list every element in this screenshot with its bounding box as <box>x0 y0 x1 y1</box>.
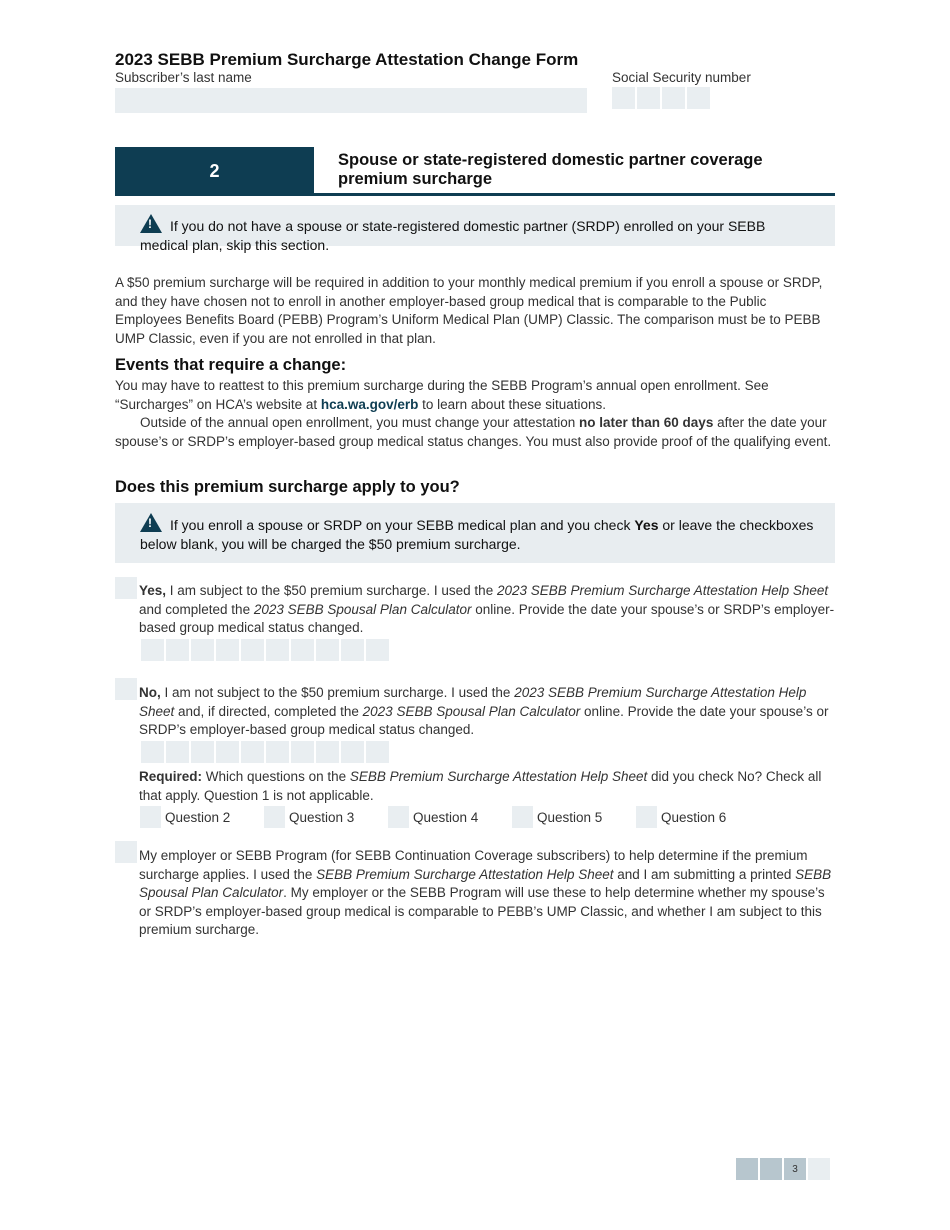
ssn-box[interactable] <box>637 87 660 109</box>
apply-heading: Does this premium surcharge apply to you? <box>115 478 460 496</box>
date-box[interactable] <box>341 741 364 763</box>
ssn-label: Social Security number <box>612 70 751 85</box>
option-text: and I am submitting a printed <box>613 866 796 882</box>
date-box[interactable] <box>166 639 189 661</box>
date-box[interactable] <box>241 639 264 661</box>
ssn-box[interactable] <box>662 87 685 109</box>
date-box[interactable] <box>316 639 339 661</box>
option-text: 2023 SEBB Spousal Plan Calculator <box>253 601 472 617</box>
events-text: to learn about these situations. <box>418 396 607 412</box>
option-text: I am subject to the $50 premium surcharge. I used the <box>166 583 497 598</box>
ssn-box[interactable] <box>687 87 710 109</box>
question-2-option[interactable] <box>140 806 264 828</box>
question-4-option[interactable] <box>388 806 512 828</box>
question-2-label: Question 2 <box>165 809 231 825</box>
employer-option-text <box>139 847 835 940</box>
option-text: My employer or SEBB Program (for SEBB Continuation Coverage subscribers) to help determine if the premium surcharge applies. I used the <box>139 848 808 882</box>
question-checkboxes <box>140 806 760 828</box>
ssn-input[interactable] <box>612 87 710 109</box>
option-text: SEBB Premium Surcharge Attestation Help Sheet <box>316 866 614 882</box>
warning-icon <box>140 214 162 233</box>
question-6-option[interactable] <box>636 806 760 828</box>
required-desc: did you check No? Check all that apply. Question 1 is not applicable. <box>139 769 822 803</box>
hca-link[interactable]: hca.wa.gov/erb <box>320 396 419 412</box>
date-box[interactable] <box>291 741 314 763</box>
option-text: SEBB Spousal Plan Calculator <box>139 866 832 901</box>
required-label: Required: <box>139 769 203 784</box>
date-box[interactable] <box>366 741 389 763</box>
date-box[interactable] <box>141 741 164 763</box>
page-indicator <box>736 1158 830 1180</box>
page-box <box>736 1158 758 1180</box>
date-box[interactable] <box>216 741 239 763</box>
yes-checkbox[interactable] <box>115 577 137 599</box>
yes-date-input[interactable] <box>141 639 389 661</box>
surcharge-notice <box>115 503 835 563</box>
date-box[interactable] <box>366 639 389 661</box>
date-box[interactable] <box>266 639 289 661</box>
question-5-label: Question 5 <box>537 809 603 825</box>
question-3-checkbox[interactable] <box>264 806 285 828</box>
section-title: Spouse or state-registered domestic partner coverage premium surcharge <box>338 151 763 188</box>
deadline-text: no later than 60 days <box>579 415 714 430</box>
option-text: 2023 SEBB Premium Surcharge Attestation Help Sheet <box>139 685 807 719</box>
option-text: and completed the <box>139 601 254 617</box>
option-text: . My employer or the SEBB Program will use these to help determine whether my spouse’s or SRDP’s employer-based group medical is comparable to PEBB’s UMP Classic, and whether I am subject to this premium surcharge. <box>139 885 825 938</box>
warning-icon <box>140 513 162 532</box>
question-5-option[interactable] <box>512 806 636 828</box>
question-6-label: Question 6 <box>661 809 727 825</box>
skip-notice <box>115 205 835 253</box>
date-box[interactable] <box>266 741 289 763</box>
no-date-input[interactable] <box>141 741 389 763</box>
last-name-label: Subscriber’s last name <box>115 70 252 85</box>
notice-yes: Yes <box>634 517 659 533</box>
employer-checkbox[interactable] <box>115 841 137 863</box>
no-option-text <box>139 684 835 740</box>
question-4-checkbox[interactable] <box>388 806 409 828</box>
no-checkbox[interactable] <box>115 678 137 700</box>
events-heading: Events that require a change: <box>115 356 347 374</box>
question-6-checkbox[interactable] <box>636 806 657 828</box>
yes-label: Yes, <box>139 583 167 598</box>
option-text: I am not subject to the $50 premium surcharge. I used the <box>160 685 515 700</box>
date-box[interactable] <box>291 639 314 661</box>
events-text: after the date your spouse’s or SRDP’s employer-based group medical status changes. You must also provide proof of the qualifying event. <box>115 415 832 449</box>
notice-text: or leave the checkboxes below blank, you will be charged the $50 premium surcharge. <box>140 517 814 552</box>
question-2-checkbox[interactable] <box>140 806 161 828</box>
date-box[interactable] <box>191 741 214 763</box>
question-5-checkbox[interactable] <box>512 806 533 828</box>
notice-text: If you enroll a spouse or SRDP on your SEBB medical plan and you check <box>170 517 635 533</box>
question-3-option[interactable] <box>264 806 388 828</box>
skip-notice-text: If you do not have a spouse or state-registered domestic partner (SRDP) enrolled on your SEBB medical plan, skip this section. <box>140 218 766 253</box>
events-text: You may have to reattest to this premium surcharge during the SEBB Program’s annual open enrollment. See “Surcharges” on HCA’s website at <box>115 378 769 412</box>
date-box[interactable] <box>216 639 239 661</box>
date-box[interactable] <box>241 741 264 763</box>
required-text <box>139 768 835 805</box>
no-label: No, <box>139 685 161 700</box>
date-box[interactable] <box>316 741 339 763</box>
date-box[interactable] <box>341 639 364 661</box>
question-3-label: Question 3 <box>289 809 355 825</box>
events-text: Outside of the annual open enrollment, you must change your attestation <box>140 415 580 430</box>
ssn-box[interactable] <box>612 87 635 109</box>
events-paragraph-2 <box>115 414 835 451</box>
page-box <box>760 1158 782 1180</box>
yes-option-text <box>139 582 835 638</box>
form-title: 2023 SEBB Premium Surcharge Attestation Change Form <box>115 50 579 69</box>
last-name-input[interactable] <box>115 88 587 113</box>
option-text: 2023 SEBB Spousal Plan Calculator <box>362 703 581 719</box>
page-number: 3 <box>784 1158 806 1180</box>
date-box[interactable] <box>166 741 189 763</box>
date-box[interactable] <box>191 639 214 661</box>
option-text: 2023 SEBB Premium Surcharge Attestation Help Sheet <box>496 583 829 598</box>
page-box <box>808 1158 830 1180</box>
events-paragraph-1 <box>115 377 835 414</box>
required-desc: Which questions on the <box>202 769 350 784</box>
intro-paragraph: A $50 premium surcharge will be required in addition to your monthly medical premium if you enroll a spouse or SRDP, and they have chosen not to enroll in another employer-based group medical that is comparable to the Public Employees Benefits Board (PEBB) Program’s Uniform Medical Plan (UMP) Classic. The comparison must be to PEBB UMP Classic, even if you are not enrolled in that plan. <box>115 275 823 346</box>
question-4-label: Question 4 <box>413 809 479 825</box>
section-divider <box>314 193 835 196</box>
option-text: and, if directed, completed the <box>174 703 363 719</box>
option-text: online. Provide the date your spouse’s or SRDP’s employer-based group medical status changed. <box>139 703 829 738</box>
section-number: 2 <box>115 147 314 196</box>
required-desc: SEBB Premium Surcharge Attestation Help Sheet <box>349 769 648 784</box>
option-text: online. Provide the date your spouse’s or SRDP’s employer-based group medical status changed. <box>139 601 835 636</box>
date-box[interactable] <box>141 639 164 661</box>
